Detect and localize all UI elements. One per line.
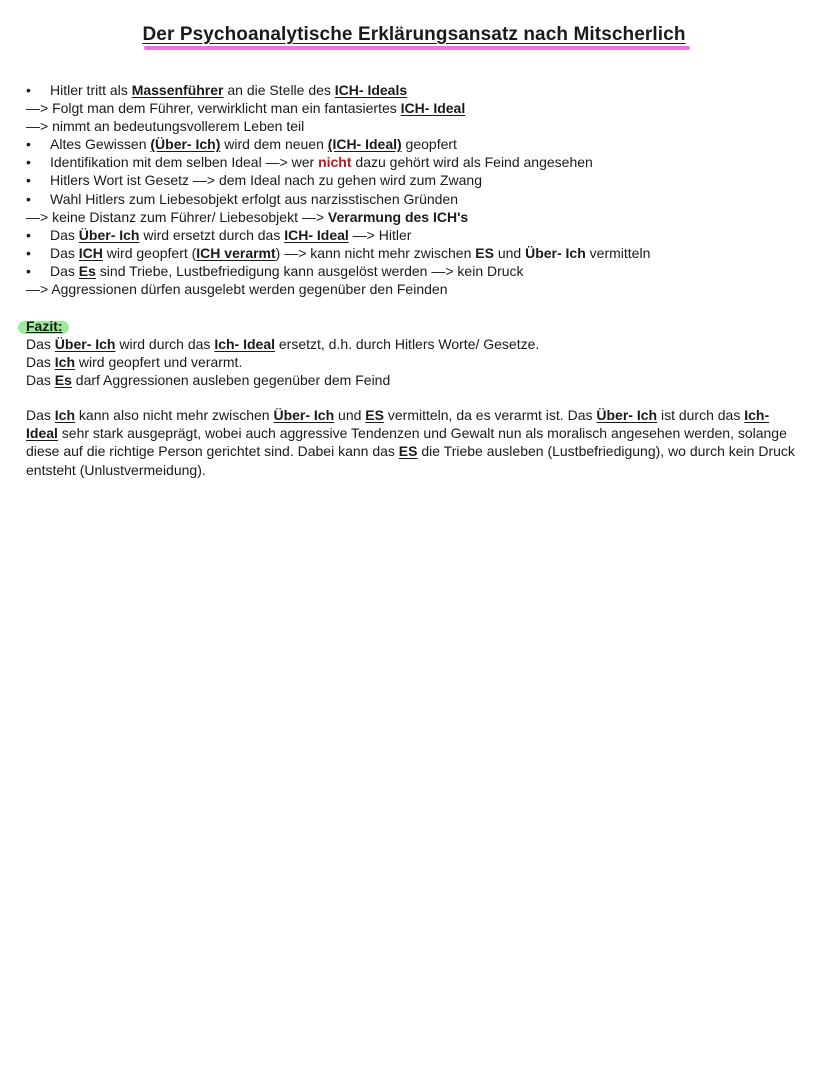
list-item <box>26 153 806 171</box>
fazit-line <box>26 371 806 389</box>
list-item <box>26 280 806 298</box>
keyword: ES <box>475 244 494 261</box>
text: kann also nicht mehr zwischen <box>75 407 274 423</box>
keyword: Es <box>54 372 72 389</box>
text: vermitteln, da es verarmt ist. Das <box>383 407 597 423</box>
text: —> nimmt an bedeutungsvollerem Leben teil <box>26 118 305 135</box>
title-container <box>0 24 828 46</box>
summary-paragraph <box>26 406 796 479</box>
title-highlight <box>144 46 689 50</box>
list-item <box>26 171 806 189</box>
text: Identifikation mit dem selben Ideal —> wer <box>50 154 319 171</box>
keyword: Über- Ich <box>54 336 116 352</box>
text: sind Triebe, Lustbefriedigung kann ausgelöst werden —> kein Druck <box>95 262 524 279</box>
text: Das <box>26 407 55 423</box>
text: und <box>334 407 366 423</box>
text: Das <box>50 262 79 279</box>
list-item <box>26 262 806 280</box>
keyword: (ICH- Ideal) <box>327 136 402 153</box>
page-title <box>142 24 685 46</box>
text: Das <box>26 336 55 352</box>
text: geopfert <box>401 136 457 153</box>
list-item <box>26 244 806 262</box>
text: Das <box>50 244 79 261</box>
keyword: Über- Ich <box>78 226 140 243</box>
keyword: Über- Ich <box>525 244 586 261</box>
text: wird geopfert ( <box>102 244 197 261</box>
text: Das <box>50 226 79 243</box>
text: Wahl Hitlers zum Liebesobjekt erfolgt aus narzisstischen Gründen <box>50 190 459 207</box>
keyword: ICH verarmt <box>196 244 276 261</box>
keyword: Ich- Ideal <box>26 407 770 442</box>
notes-list <box>26 81 806 298</box>
keyword: Über- Ich <box>273 407 335 423</box>
text: darf Aggressionen ausleben gegenüber dem Feind <box>71 372 391 389</box>
fazit-section <box>26 317 806 389</box>
text: Das <box>26 372 55 389</box>
fazit-heading <box>26 317 63 335</box>
keyword: Ich <box>54 407 76 423</box>
bullet-icon: • <box>26 136 31 153</box>
text: und <box>493 244 526 261</box>
text: Hitlers Wort ist Gesetz —> dem Ideal nach zu gehen wird zum Zwang <box>50 172 482 189</box>
text: ist durch das <box>657 407 745 423</box>
text: wird dem neuen <box>220 136 328 153</box>
text: Das <box>26 354 55 371</box>
bullet-icon: • <box>26 244 31 261</box>
bullet-icon: • <box>26 82 31 98</box>
keyword: (Über- Ich) <box>150 136 221 153</box>
text: wird ersetzt durch das <box>139 226 285 243</box>
text: an die Stelle des <box>223 82 335 98</box>
text: Altes Gewissen <box>50 136 151 153</box>
keyword: ES <box>365 407 384 423</box>
list-item <box>26 190 806 208</box>
bullet-icon: • <box>26 172 31 189</box>
keyword: ICH- Ideals <box>334 82 408 98</box>
text: ) —> kann nicht mehr zwischen <box>275 244 476 261</box>
keyword: Verarmung des ICH's <box>327 208 469 225</box>
text: wird geopfert und verarmt. <box>75 354 243 371</box>
keyword: Ich- Ideal <box>214 336 275 352</box>
text: —> Aggressionen dürfen ausgelebt werden gegenüber den Feinden <box>26 281 448 298</box>
list-item <box>26 208 806 226</box>
list-item <box>26 81 806 99</box>
keyword: Es <box>78 262 96 279</box>
keyword: Über- Ich <box>596 407 658 423</box>
list-item <box>26 99 806 117</box>
bullet-icon: • <box>26 190 31 207</box>
bullet-icon: • <box>26 226 31 243</box>
keyword: ES <box>398 443 418 460</box>
emphasis-red: nicht <box>318 154 352 171</box>
text: ersetzt, d.h. durch Hitlers Worte/ Gesetze. <box>275 336 540 352</box>
fazit-line <box>26 353 806 371</box>
text: wird durch das <box>115 336 215 352</box>
keyword: ICH- Ideal <box>284 226 349 243</box>
fazit-label: Fazit: <box>26 318 63 334</box>
text: Hitler tritt als <box>50 82 132 98</box>
bullet-icon: • <box>26 262 31 279</box>
list-item <box>26 117 806 135</box>
text: dazu gehört wird als Feind angesehen <box>351 154 593 171</box>
text: —> keine Distanz zum Führer/ Liebesobjekt —> <box>26 208 328 225</box>
bullet-icon: • <box>26 154 31 171</box>
text: vermitteln <box>585 244 651 261</box>
text: —> Folgt man dem Führer, verwirklicht man ein fantasiertes <box>26 100 401 117</box>
keyword: ICH <box>78 244 103 261</box>
list-item <box>26 135 806 153</box>
text: —> Hitler <box>348 226 412 243</box>
keyword: Ich <box>54 354 76 371</box>
keyword: Massenführer <box>131 82 224 98</box>
text: sehr stark ausgeprägt, wobei auch aggressive Tendenzen und Gewalt nun als moralisch angesehen werden, solange diese auf die richtige Person gerichtet sind. Dabei kann das <box>26 425 787 460</box>
fazit-line <box>26 335 806 353</box>
keyword: ICH- Ideal <box>400 100 466 117</box>
list-item <box>26 226 806 244</box>
text: die Triebe ausleben (Lustbefriedigung), wo durch kein Druck entsteht (Unlustvermeidung). <box>26 443 795 478</box>
page-title-text: Der Psychoanalytische Erklärungsansatz nach Mitscherlich <box>142 24 686 45</box>
